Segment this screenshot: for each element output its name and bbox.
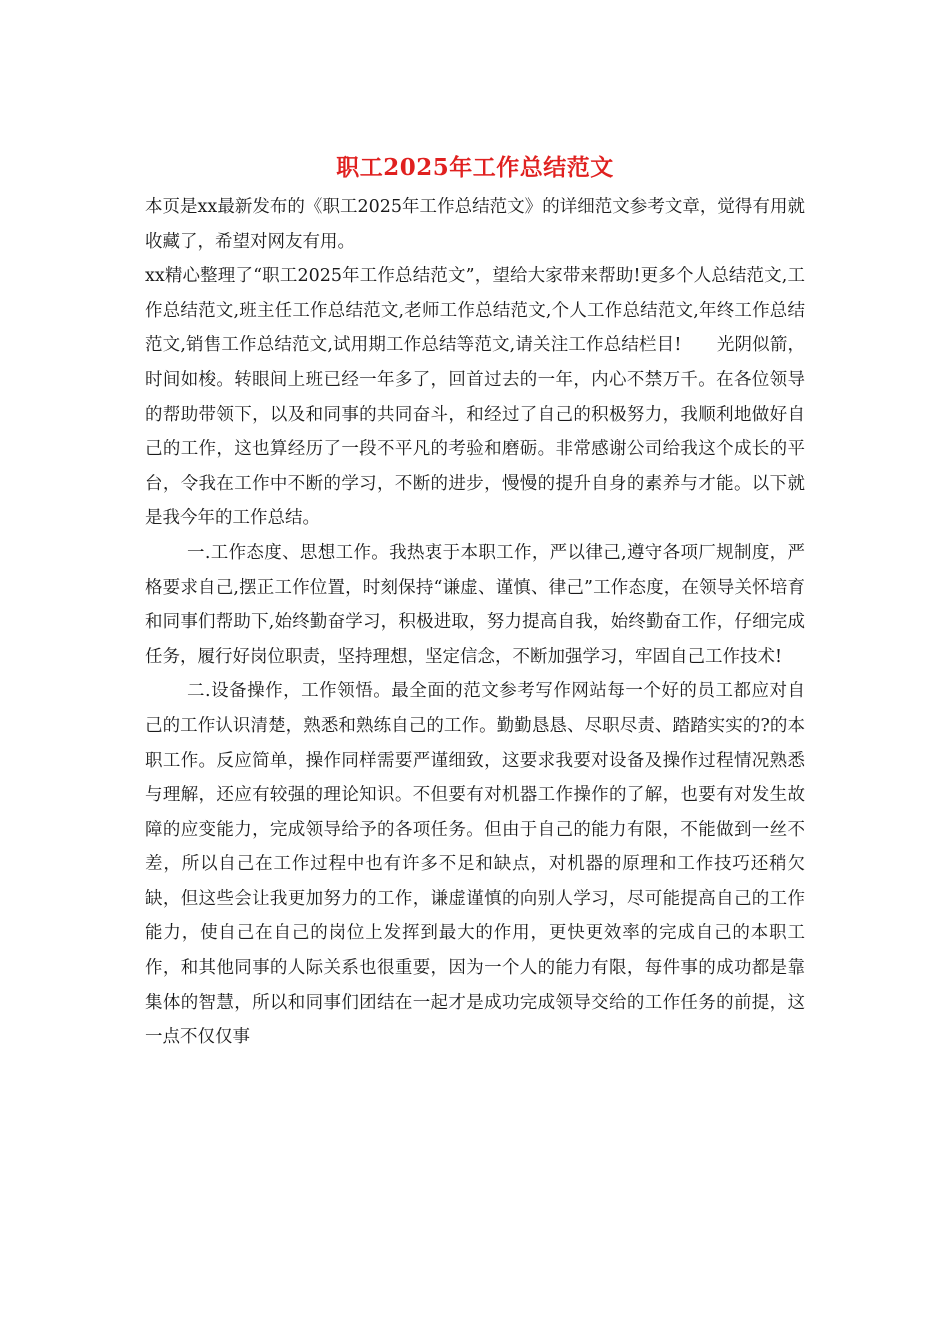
document-title: 职工2025年工作总结范文 bbox=[336, 154, 614, 181]
body-paragraph-2: 一.工作态度、思想工作。我热衷于本职工作，严以律己,遵守各项厂规制度，严格要求自己,摆正工作位置，时刻保持“谦虚、谨慎、律己”工作态度，在领导关怀培育和同事们帮助下,始终勤奋学习，积极进取，努力提高自我，始终勤奋工作，仔细完成任务，履行好岗位职责，坚持理想，坚定信念，不断加强学习，牢固自己工作技术! bbox=[145, 542, 805, 667]
body-paragraph-1: xx精心整理了“职工2025年工作总结范文”，望给大家带来帮助!更多个人总结范文,工作总结范文,班主任工作总结范文,老师工作总结范文,个人工作总结范文,年终工作总结范文,销售工作总结范文,试用期工作总结等范文,请关注工作总结栏目! 光阴似箭，时间如梭。转眼间上班已经一年多了，回首过去的一年，内心不禁万千。在各位领导的帮助带领下，以及和同事的共同奋斗，和经过了自己的积极努力，我顺利地做好自己的工作，这也算经历了一段不平凡的考验和磨砺。非常感谢公司给我这个成长的平台，令我在工作中不断的学习，不断的进步，慢慢的提升自身的素养与才能。以下就是我今年的工作总结。 bbox=[145, 266, 805, 529]
body-paragraph-3: 二.设备操作，工作领悟。最全面的范文参考写作网站每一个好的员工都应对自己的工作认识清楚，熟悉和熟练自己的工作。勤勤恳恳、尽职尽责、踏踏实实的?的本职工作。反应简单，操作同样需要严谨细致，这要求我要对设备及操作过程情况熟悉与理解，还应有较强的理论知识。不但要有对机器工作操作的了解，也要有对发生故障的应变能力，完成领导给予的各项任务。但由于自己的能力有限，不能做到一丝不差，所以自己在工作过程中也有许多不足和缺点，对机器的原理和工作技巧还稍欠缺，但这些会让我更加努力的工作，谦虚谨慎的向别人学习，尽可能提高自己的工作能力，使自己在自己的岗位上发挥到最大的作用，更快更效率的完成自己的本职工作，和其他同事的人际关系也很重要，因为一个人的能力有限，每件事的成功都是靠集体的智慧，所以和同事们团结在一起才是成功完成领导交给的工作任务的前提，这一点不仅仅事 bbox=[145, 681, 805, 1048]
intro-paragraph: 本页是xx最新发布的《职工2025年工作总结范文》的详细范文参考文章，觉得有用就收藏了，希望对网友有用。 bbox=[145, 197, 805, 252]
document-page bbox=[145, 148, 805, 1055]
